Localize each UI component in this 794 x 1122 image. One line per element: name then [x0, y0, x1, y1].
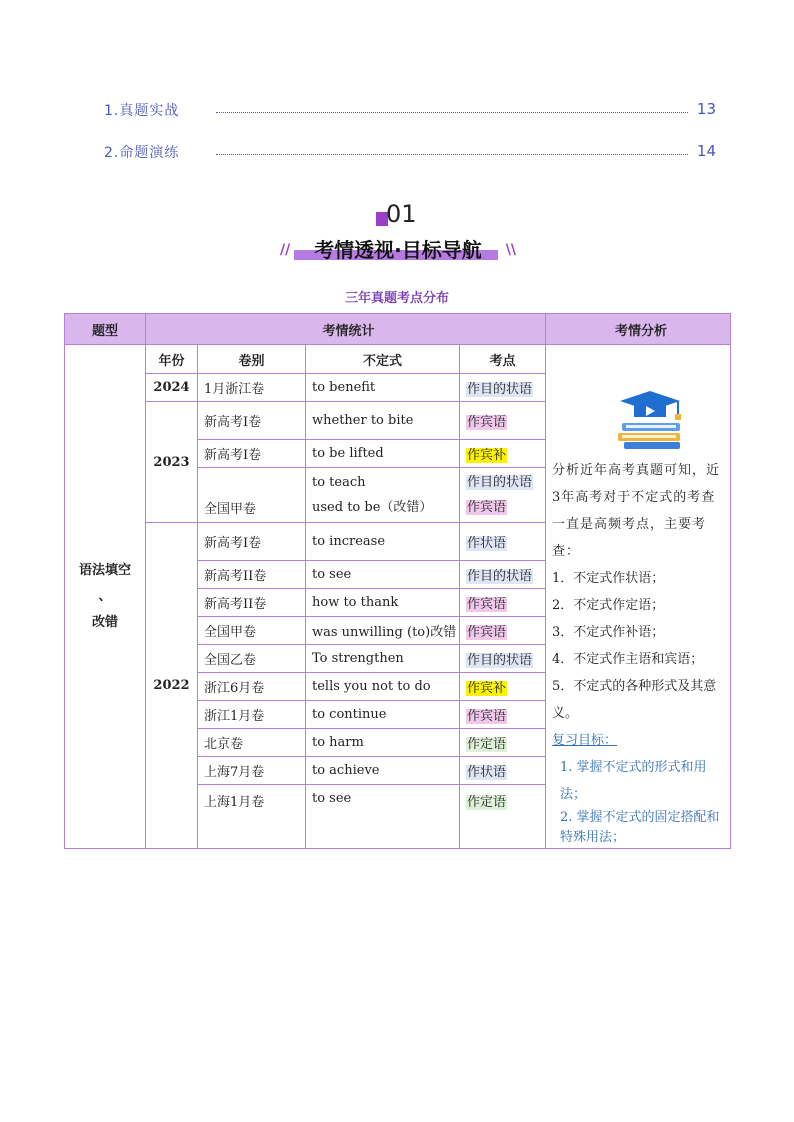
point-cell — [460, 402, 546, 440]
section-title: 考情透视·目标导航 — [314, 238, 482, 262]
paper-cell: 新高考I卷 — [198, 523, 306, 561]
point-text: 作宾补 — [467, 681, 507, 696]
paper-cell — [198, 785, 306, 849]
point-text: 作宾语 — [467, 415, 507, 430]
analysis-point: 3．不定式作补语； — [552, 625, 665, 640]
paper-cell: 北京卷 — [198, 729, 306, 757]
subheader-point: 考点 — [460, 345, 546, 374]
infinitive-cell: To strengthen — [306, 645, 460, 673]
infinitive-text: to see — [312, 791, 352, 806]
toc-leader-dots — [216, 154, 688, 155]
paper-cell: 全国甲卷 — [198, 468, 306, 523]
books-graduation-cap-icon — [612, 387, 688, 451]
point-cell — [460, 701, 546, 729]
exam-distribution-table — [64, 313, 731, 849]
infinitive-cell: tells you not to do — [306, 673, 460, 701]
point-cell — [460, 589, 546, 617]
subheader-year: 年份 — [146, 345, 198, 374]
subheader-paper: 卷别 — [198, 345, 306, 374]
paper-cell: 新高考Ⅰ卷 — [198, 440, 306, 468]
infinitive-cell — [306, 785, 460, 849]
point-text: 作状语 — [467, 765, 507, 780]
toc-entry-label: 1.真题实战 — [104, 103, 180, 119]
point-text: 作宾补 — [467, 448, 507, 463]
review-goal-title: 复习目标： — [552, 733, 618, 748]
point-cell — [460, 561, 546, 589]
point-text: 作定语 — [467, 795, 507, 810]
point-cell — [460, 757, 546, 785]
infinitive-cell — [306, 468, 460, 523]
paper-cell: 1月浙江卷 — [198, 374, 306, 402]
point-cell — [460, 645, 546, 673]
analysis-cell — [546, 345, 731, 849]
slash-decoration-left: // — [280, 242, 291, 258]
analysis-intro: 分析近年高考真题可知，近3年高考对于不定式的考查一直是高频考点，主要考查： — [552, 463, 721, 559]
table-subheader-row — [65, 345, 731, 374]
toc-entry-page: 13 — [696, 100, 716, 118]
infinitive-cell: to achieve — [306, 757, 460, 785]
question-type-cell — [65, 345, 146, 849]
paper-cell: 全国甲卷 — [198, 617, 306, 645]
infinitive-text: used to be（改错） — [312, 500, 433, 515]
subheader-infinitive: 不定式 — [306, 345, 460, 374]
header-question-type: 题型 — [65, 314, 146, 345]
point-text: 作宾语 — [467, 597, 507, 612]
header-analysis: 考情分析 — [546, 314, 731, 345]
year-cell: 2022 — [146, 523, 198, 849]
infinitive-cell: to benefit — [306, 374, 460, 402]
year-cell: 2023 — [146, 402, 198, 523]
point-cell — [460, 374, 546, 402]
table-header-row — [65, 314, 731, 345]
section-number-text: 01 — [386, 200, 417, 228]
toc-leader-dots — [216, 112, 688, 113]
point-cell — [460, 673, 546, 701]
point-text: 作定语 — [467, 737, 507, 752]
paper-cell: 浙江1月卷 — [198, 701, 306, 729]
toc-entry[interactable] — [104, 100, 716, 122]
infinitive-cell: to continue — [306, 701, 460, 729]
toc-entry-label: 2.命题演练 — [104, 145, 180, 161]
year-cell: 2024 — [146, 374, 198, 402]
point-text: 作目的状语 — [467, 569, 533, 584]
analysis-point: 2．不定式作定语； — [552, 598, 665, 613]
point-text: 作目的状语 — [467, 653, 533, 668]
point-cell — [460, 440, 546, 468]
paper-cell: 浙江6月卷 — [198, 673, 306, 701]
point-cell — [460, 617, 546, 645]
section-title-block — [280, 232, 516, 262]
section-number — [376, 200, 420, 230]
analysis-point: 5．不定式的各种形式及其意义。 — [552, 679, 717, 721]
paper-text: 上海1月卷 — [204, 795, 265, 810]
point-text: 作宾语 — [467, 625, 507, 640]
infinitive-cell: was unwilling (to)改错 — [306, 617, 460, 645]
infinitive-cell: how to thank — [306, 589, 460, 617]
infinitive-cell: to be lifted — [306, 440, 460, 468]
point-text: 作宾语 — [467, 709, 507, 724]
point-cell — [460, 785, 546, 849]
point-cell — [460, 523, 546, 561]
paper-cell: 新高考II卷 — [198, 589, 306, 617]
table-caption: 三年真题考点分布 — [344, 291, 449, 306]
question-type-line: 、 — [98, 588, 112, 604]
slash-decoration-right: \\ — [505, 242, 516, 258]
paper-cell: 新高考II卷 — [198, 561, 306, 589]
toc-entry[interactable] — [104, 142, 716, 164]
paper-cell: 全国乙卷 — [198, 645, 306, 673]
analysis-point: 4．不定式作主语和宾语； — [552, 652, 704, 667]
infinitive-cell: to see — [306, 561, 460, 589]
infinitive-cell: to harm — [306, 729, 460, 757]
analysis-point: 1．不定式作状语； — [552, 571, 665, 586]
infinitive-text: to teach — [312, 475, 366, 490]
infinitive-cell: to increase — [306, 523, 460, 561]
point-text: 作宾语 — [467, 500, 507, 515]
paper-cell: 上海7月卷 — [198, 757, 306, 785]
point-cell — [460, 468, 546, 523]
point-text: 作目的状语 — [467, 475, 533, 490]
toc-entry-page: 14 — [696, 142, 716, 160]
question-type-line: 语法填空 — [78, 562, 131, 578]
header-stats: 考情统计 — [146, 314, 546, 345]
question-type-line: 改错 — [91, 614, 118, 630]
point-cell — [460, 729, 546, 757]
point-text: 作状语 — [467, 536, 507, 551]
review-goal: 1. 掌握不定式的形式和用法； — [560, 760, 707, 802]
point-text: 作目的状语 — [467, 382, 533, 397]
paper-cell: 新高考Ⅰ卷 — [198, 402, 306, 440]
review-goal: 2. 掌握不定式的固定搭配和特殊用法； — [560, 810, 720, 845]
infinitive-cell: whether to bite — [306, 402, 460, 440]
